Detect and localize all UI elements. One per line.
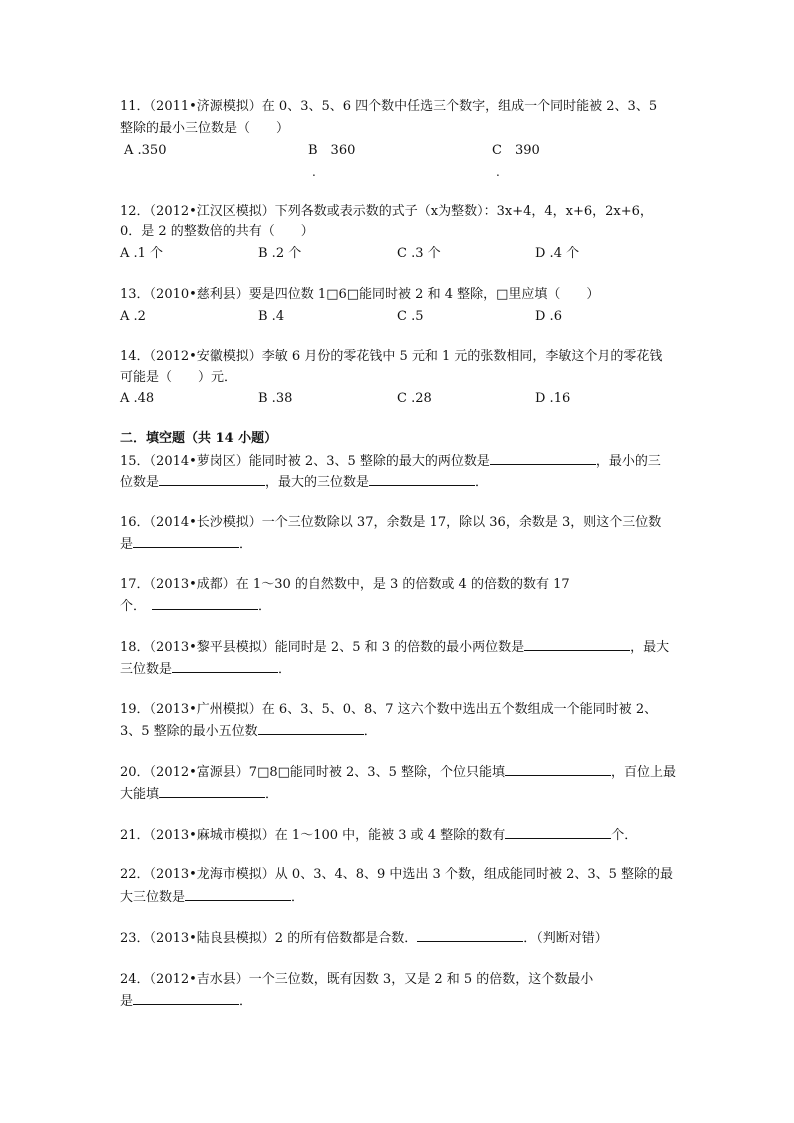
q17-text-b: ． bbox=[258, 599, 272, 614]
answer-blank[interactable] bbox=[417, 929, 523, 942]
q13-line1: 13．（2010•慈利县）要是四位数 1□6□能同时被 2 和 4 整除，□里应填（ ） bbox=[120, 287, 600, 302]
q24-line2 bbox=[120, 992, 252, 1011]
q21-text-b: 个． bbox=[611, 828, 638, 843]
q16-text-b: ． bbox=[239, 537, 253, 552]
answer-blank[interactable] bbox=[258, 722, 364, 735]
q20-text-b: ，百位上最 bbox=[610, 765, 676, 780]
q16-line1: 16．（2014•长沙模拟）一个三位数除以 37，余数是 17，除以 36，余数是 3，则这个三位数 bbox=[120, 515, 662, 530]
q18-line2 bbox=[120, 660, 291, 679]
q13-option-d: D .6 bbox=[535, 309, 562, 324]
q12-line1: 12．（2012•江汉区模拟）下列各数或表示数的式子（x为整数）：3x+4，4，x+6，2x+6， bbox=[120, 204, 653, 219]
answer-blank[interactable] bbox=[159, 473, 265, 486]
q19-line1: 19．（2013•广州模拟）在 6、3、5、0、8、7 这六个数中选出五个数组成一个能同时被 2、 bbox=[120, 702, 658, 717]
q11-option-c: C 390 bbox=[492, 143, 540, 158]
answer-blank[interactable] bbox=[159, 785, 265, 798]
q16-line2 bbox=[120, 535, 252, 554]
answer-blank[interactable] bbox=[524, 638, 630, 651]
q12-option-d: D .4 个 bbox=[535, 246, 580, 261]
q23-line1 bbox=[120, 929, 608, 948]
q16-text-a: 是 bbox=[120, 537, 134, 552]
q22-text-b: ． bbox=[291, 890, 305, 905]
q11-line1: 11．（2011•济源模拟）在 0、3、5、6 四个数中任选三个数字，组成一个同时能被 2、3、5 bbox=[120, 99, 658, 114]
q11-option-c-dot: . bbox=[496, 165, 500, 179]
answer-blank[interactable] bbox=[133, 535, 239, 548]
q14-option-a: A .48 bbox=[120, 391, 155, 406]
q14-option-b: B .38 bbox=[258, 391, 293, 406]
q12-option-b: B .2 个 bbox=[258, 246, 302, 261]
q18-text-b: ，最大 bbox=[630, 640, 670, 655]
q15-text-c: 位数是 bbox=[120, 475, 160, 490]
answer-blank[interactable] bbox=[490, 452, 596, 465]
q12-line2: 0．是 2 的整数倍的共有（ ） bbox=[120, 224, 314, 239]
q20-text-c: 大能填 bbox=[120, 787, 160, 802]
answer-blank[interactable] bbox=[369, 473, 475, 486]
answer-blank[interactable] bbox=[185, 888, 291, 901]
section-heading-fill-in: 二．填空题（共 14 小题） bbox=[120, 431, 278, 446]
q19-text-b: ． bbox=[363, 724, 377, 739]
q20-text-a: 20．（2012•富源县）7□8□能同时被 2、3、5 整除，个位只能填 bbox=[120, 765, 505, 780]
q23-text-b: ．（判断对错） bbox=[523, 931, 608, 946]
q20-line2 bbox=[120, 785, 278, 804]
q14-option-d: D .16 bbox=[535, 391, 571, 406]
q11-option-a: A .350 bbox=[124, 143, 167, 158]
q22-text-a: 大三位数是 bbox=[120, 890, 186, 905]
q11-option-b-dot: . bbox=[312, 165, 316, 179]
q24-text-a: 是 bbox=[120, 994, 134, 1009]
answer-blank[interactable] bbox=[152, 597, 258, 610]
answer-blank[interactable] bbox=[505, 763, 611, 776]
q15-text-a: 15．（2014•萝岗区）能同时被 2、3、5 整除的最大的两位数是 bbox=[120, 454, 490, 469]
q14-line1: 14．（2012•安徽模拟）李敏 6 月份的零花钱中 5 元和 1 元的张数相同，李敏这个月的零花钱 bbox=[120, 349, 663, 364]
q17-text-a: 个． bbox=[120, 599, 147, 614]
q14-line2: 可能是（ ）元． bbox=[120, 370, 238, 385]
q17-line2 bbox=[120, 597, 271, 616]
q15-line2 bbox=[120, 473, 488, 492]
q19-text-a: 3、5 整除的最小五位数 bbox=[120, 724, 258, 739]
q20-text-d: ． bbox=[265, 787, 279, 802]
q14-option-c: C .28 bbox=[397, 391, 432, 406]
q11-option-b: B 360 bbox=[308, 143, 356, 158]
q18-text-a: 18．（2013•黎平县模拟）能同时是 2、5 和 3 的倍数的最小两位数是 bbox=[120, 640, 525, 655]
q15-text-d: ，最大的三位数是 bbox=[265, 475, 370, 490]
q11-line2: 整除的最小三位数是（ ） bbox=[120, 121, 290, 136]
q22-line1: 22．（2013•龙海市模拟）从 0、3、4、8、9 中选出 3 个数，组成能同时被 2、3、5 整除的最 bbox=[120, 867, 674, 882]
q12-option-c: C .3 个 bbox=[397, 246, 441, 261]
q23-text-a: 23．（2013•陆良县模拟）2 的所有倍数都是合数． bbox=[120, 931, 418, 946]
q18-text-d: ． bbox=[278, 662, 292, 677]
answer-blank[interactable] bbox=[133, 992, 239, 1005]
q15-text-e: ． bbox=[475, 475, 489, 490]
q18-text-c: 三位数是 bbox=[120, 662, 173, 677]
q19-line2 bbox=[120, 722, 377, 741]
q21-text-a: 21．（2013•麻城市模拟）在 1～100 中，能被 3 或 4 整除的数有 bbox=[120, 828, 506, 843]
answer-blank[interactable] bbox=[172, 660, 278, 673]
q20-line1 bbox=[120, 763, 676, 782]
q15-line1 bbox=[120, 452, 661, 471]
q13-option-a: A .2 bbox=[120, 309, 146, 324]
q24-text-b: ． bbox=[239, 994, 253, 1009]
answer-blank[interactable] bbox=[505, 826, 611, 839]
q12-option-a: A .1 个 bbox=[120, 246, 164, 261]
q15-text-b: ，最小的三 bbox=[595, 454, 661, 469]
q22-line2 bbox=[120, 888, 304, 907]
q17-line1: 17．（2013•成都）在 1～30 的自然数中，是 3 的倍数或 4 的倍数的数有 17 bbox=[120, 577, 570, 592]
q18-line1 bbox=[120, 638, 669, 657]
q13-option-c: C .5 bbox=[397, 309, 424, 324]
q21-line1 bbox=[120, 826, 637, 845]
q13-option-b: B .4 bbox=[258, 309, 285, 324]
q24-line1: 24．（2012•吉水县）一个三位数，既有因数 3，又是 2 和 5 的倍数，这个数最小 bbox=[120, 972, 594, 987]
